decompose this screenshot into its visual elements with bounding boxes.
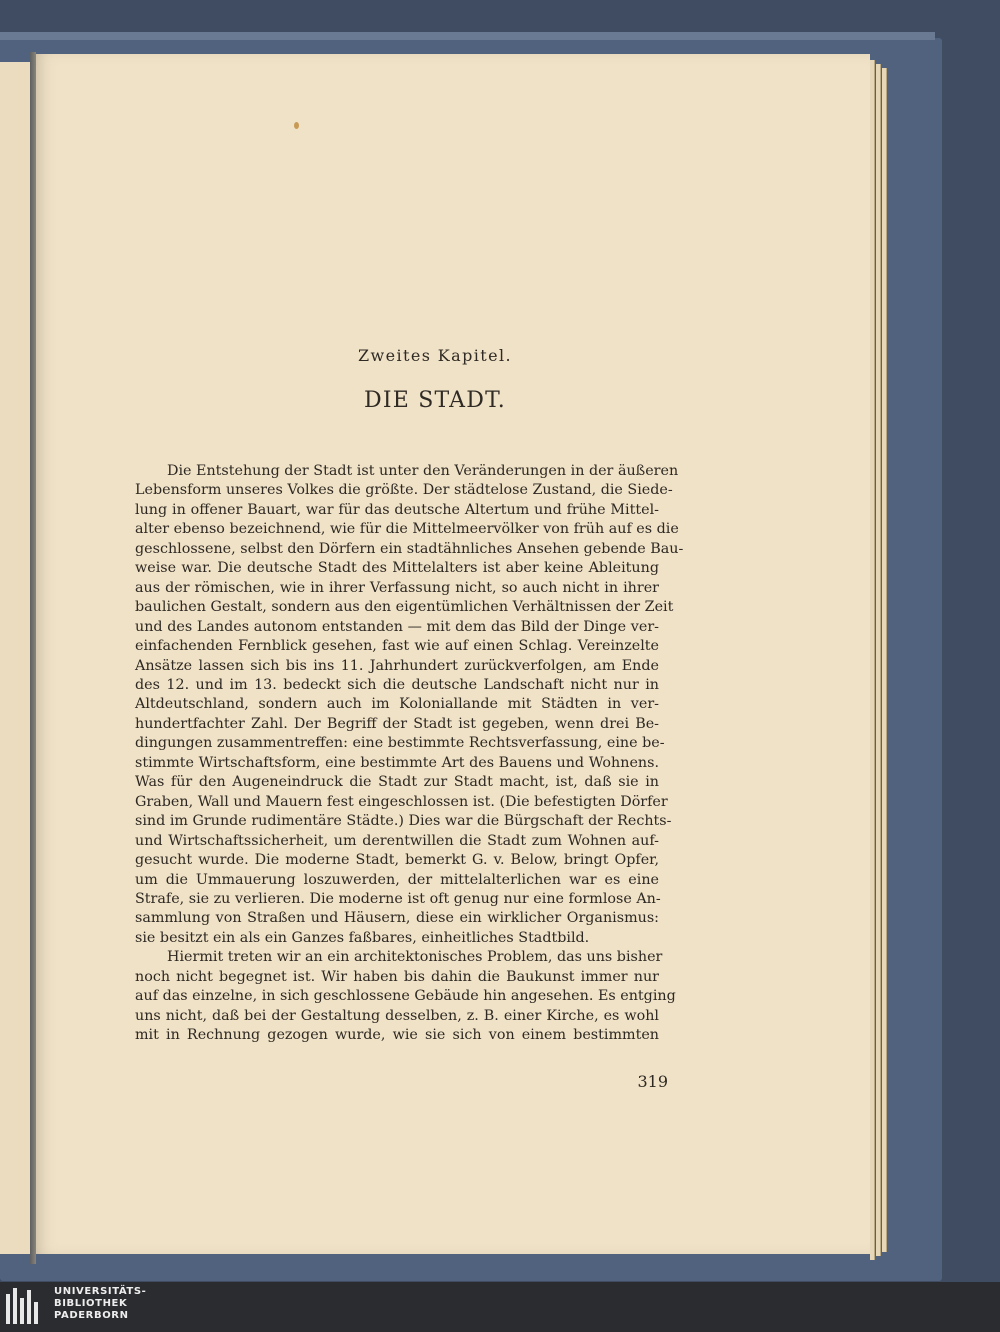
library-footer	[0, 1282, 1000, 1332]
text-line: einfachenden Fernblick gesehen, fast wie auf einen Schlag. Vereinzelte	[135, 638, 659, 655]
text-line: Die Entstehung der Stadt ist unter den Veränderungen in der äußeren	[167, 463, 679, 479]
text-line: Altdeutschland, sondern auch im Koloniallande mit Städten in ver-	[135, 696, 659, 713]
text-line: und des Landes autonom entstanden — mit dem das Bild der Dinge ver-	[135, 618, 659, 635]
text-line: weise war. Die deutsche Stadt des Mittelalters ist aber keine Ableitung	[135, 560, 659, 577]
text-line: mit in Rechnung gezogen wurde, wie sie sich von einem bestimmten	[135, 1027, 659, 1044]
chapter-title: DIE STADT.	[364, 388, 506, 413]
text-line: alter ebenso bezeichnend, wie für die Mittelmeervölker von früh auf es die	[135, 521, 679, 538]
body-text	[135, 462, 684, 1046]
text-line: noch nicht begegnet ist. Wir haben bis dahin die Baukunst immer nur	[135, 968, 659, 985]
previous-page-edge	[0, 62, 32, 1254]
text-line: hundertfachter Zahl. Der Begriff der Stadt ist gegeben, wenn drei Be-	[135, 715, 659, 732]
text-line: des 12. und im 13. bedeckt sich die deutsche Landschaft nicht nur in	[135, 676, 659, 693]
text-line: geschlossene, selbst den Dörfern ein stadtähnliches Ansehen gebende Bau-	[135, 540, 684, 557]
text-line: gesucht wurde. Die moderne Stadt, bemerkt G. v. Below, bringt Opfer,	[135, 852, 659, 869]
page-edge	[876, 64, 881, 1256]
text-line: Hiermit treten wir an ein architektonisches Problem, das uns bisher	[167, 949, 663, 966]
text-line: baulichen Gestalt, sondern aus den eigentümlichen Verhältnissen der Zeit	[135, 599, 674, 616]
library-name-line: UNIVERSITÄTS-	[54, 1286, 147, 1297]
text-line: Strafe, sie zu verlieren. Die moderne ist oft genug nur eine formlose An-	[135, 890, 661, 907]
text-line: uns nicht, daß bei der Gestaltung desselben, z. B. einer Kirche, es wohl	[135, 1007, 659, 1024]
cover-edge	[0, 32, 935, 40]
text-line: sind im Grunde rudimentäre Städte.) Dies war die Bürgschaft der Rechts-	[135, 813, 672, 830]
book-page	[36, 54, 870, 1254]
page-edge	[882, 68, 887, 1252]
text-line: Was für den Augeneindruck die Stadt zur Stadt macht, ist, daß sie in	[135, 774, 659, 791]
text-line: sammlung von Straßen und Häusern, diese ein wirklicher Organismus:	[135, 910, 659, 927]
text-line: und Wirtschaftssicherheit, um derentwillen die Stadt zum Wohnen auf-	[135, 832, 659, 849]
chapter-label: Zweites Kapitel.	[358, 346, 512, 365]
text-line: stimmte Wirtschaftsform, eine bestimmte Art des Bauens und Wohnens.	[135, 754, 659, 771]
text-line: lung in offener Bauart, war für das deutsche Altertum und frühe Mittel-	[135, 501, 659, 518]
library-logo-icon	[6, 1288, 46, 1324]
text-line: Ansätze lassen sich bis ins 11. Jahrhundert zurückverfolgen, am Ende	[135, 657, 659, 674]
text-line: dingungen zusammentreffen: eine bestimmte Rechtsverfassung, eine be-	[135, 735, 665, 752]
text-line: um die Ummauerung loszuwerden, der mittelalterlichen war es eine	[135, 871, 659, 888]
text-line: auf das einzelne, in sich geschlossene Gebäude hin angesehen. Es entging	[135, 988, 676, 1005]
library-name-line: BIBLIOTHEK	[54, 1298, 128, 1309]
page-edge	[870, 60, 875, 1260]
library-name-line: PADERBORN	[54, 1310, 129, 1321]
library-name	[54, 1286, 146, 1322]
text-line: Lebensform unseres Volkes die größte. Der städtelose Zustand, die Siede-	[135, 482, 673, 499]
text-line: aus der römischen, wie in ihrer Verfassung nicht, so auch nicht in ihrer	[135, 579, 659, 596]
page-spot	[294, 122, 299, 129]
page-number: 319	[637, 1072, 668, 1091]
text-line: sie besitzt ein als ein Ganzes faßbares, einheitliches Stadtbild.	[135, 929, 590, 946]
text-line: Graben, Wall und Mauern fest eingeschlossen ist. (Die befestigten Dörfer	[135, 793, 668, 810]
